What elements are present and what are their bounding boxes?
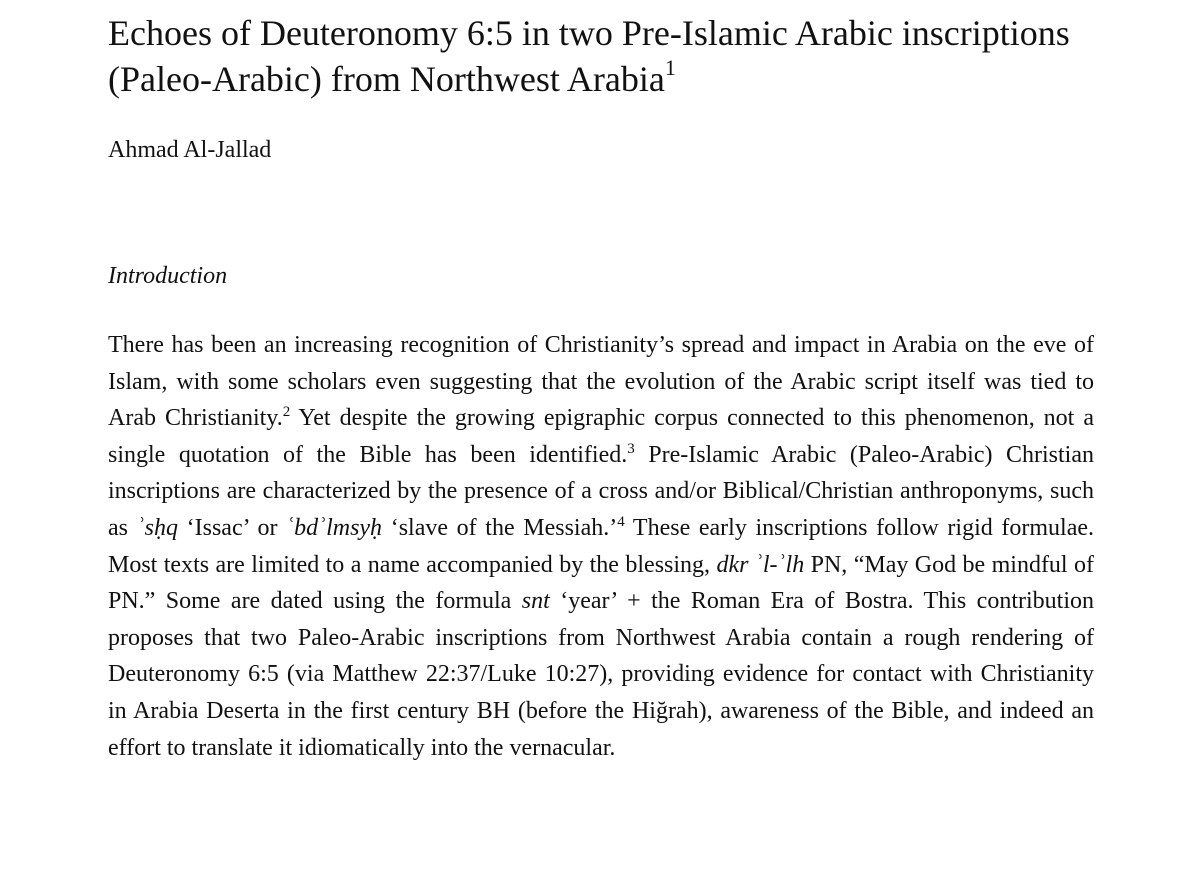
title-footnote-marker[interactable]: 1 [664, 55, 676, 80]
intro-paragraph [108, 327, 1094, 766]
paper-title [108, 10, 1094, 102]
paragraph-text: PN, “May God be mindful of PN.” Some are dated using the formula [108, 551, 1095, 615]
paragraph-text: ‘year’ + the Roman Era of Bostra. This contribution proposes that two Paleo-Arabic inscriptions from Northwest Arabia contain a rough rendering of Deuteronomy 6:5 (via Matthew 22:37/Luke 10:27), providing evidence for contact with Christianity in Arabia Deserta in the first century BH (before the Hiğrah), awareness of the Bible, and indeed an effort to translate it idiomatically into the vernacular. [108, 588, 1094, 761]
paper-title-text: Echoes of Deuteronomy 6:5 in two Pre-Islamic Arabic inscriptions (Paleo-Arabic) from Northwest Arabia [108, 13, 1070, 99]
paragraph-text: ‘Issac’ or [177, 514, 287, 541]
paper-page [108, 0, 1094, 766]
footnote-marker[interactable]: 2 [282, 404, 291, 421]
footnote-marker[interactable]: 3 [627, 440, 635, 457]
transliteration-term: ʿbdʾlmsyḥ [286, 514, 383, 541]
author-name: Ahmad Al-Jallad [108, 137, 272, 163]
transliteration-term: snt [521, 588, 550, 615]
paragraph-text: There has been an increasing recognition of Christianity’s spread and impact in Arabia on the eve of Islam, with some scholars even suggesting that the evolution of the Arabic script itself was tied to Arab Christianity. [108, 332, 1094, 432]
paragraph-text: ‘slave of the Messiah.’ [382, 514, 618, 541]
paragraph-text: Yet despite the growing epigraphic corpus connected to this phenomenon, not a single quotation of the Bible has been identified. [108, 405, 1094, 468]
transliteration-term: ʾsḥq [136, 514, 178, 541]
section-heading: Introduction [108, 263, 228, 289]
paragraph-text: Pre-Islamic Arabic (Paleo-Arabic) Christian inscriptions are characterized by the presence of a cross and/or Biblical/Christian anthroponyms, such as [108, 441, 1094, 541]
transliteration-term: dkr ʾl-ʾlh [716, 551, 805, 578]
footnote-marker[interactable]: 4 [617, 513, 625, 530]
paragraph-text: These early inscriptions follow rigid formulae. Most texts are limited to a name accompanied by the blessing, [108, 514, 1094, 578]
